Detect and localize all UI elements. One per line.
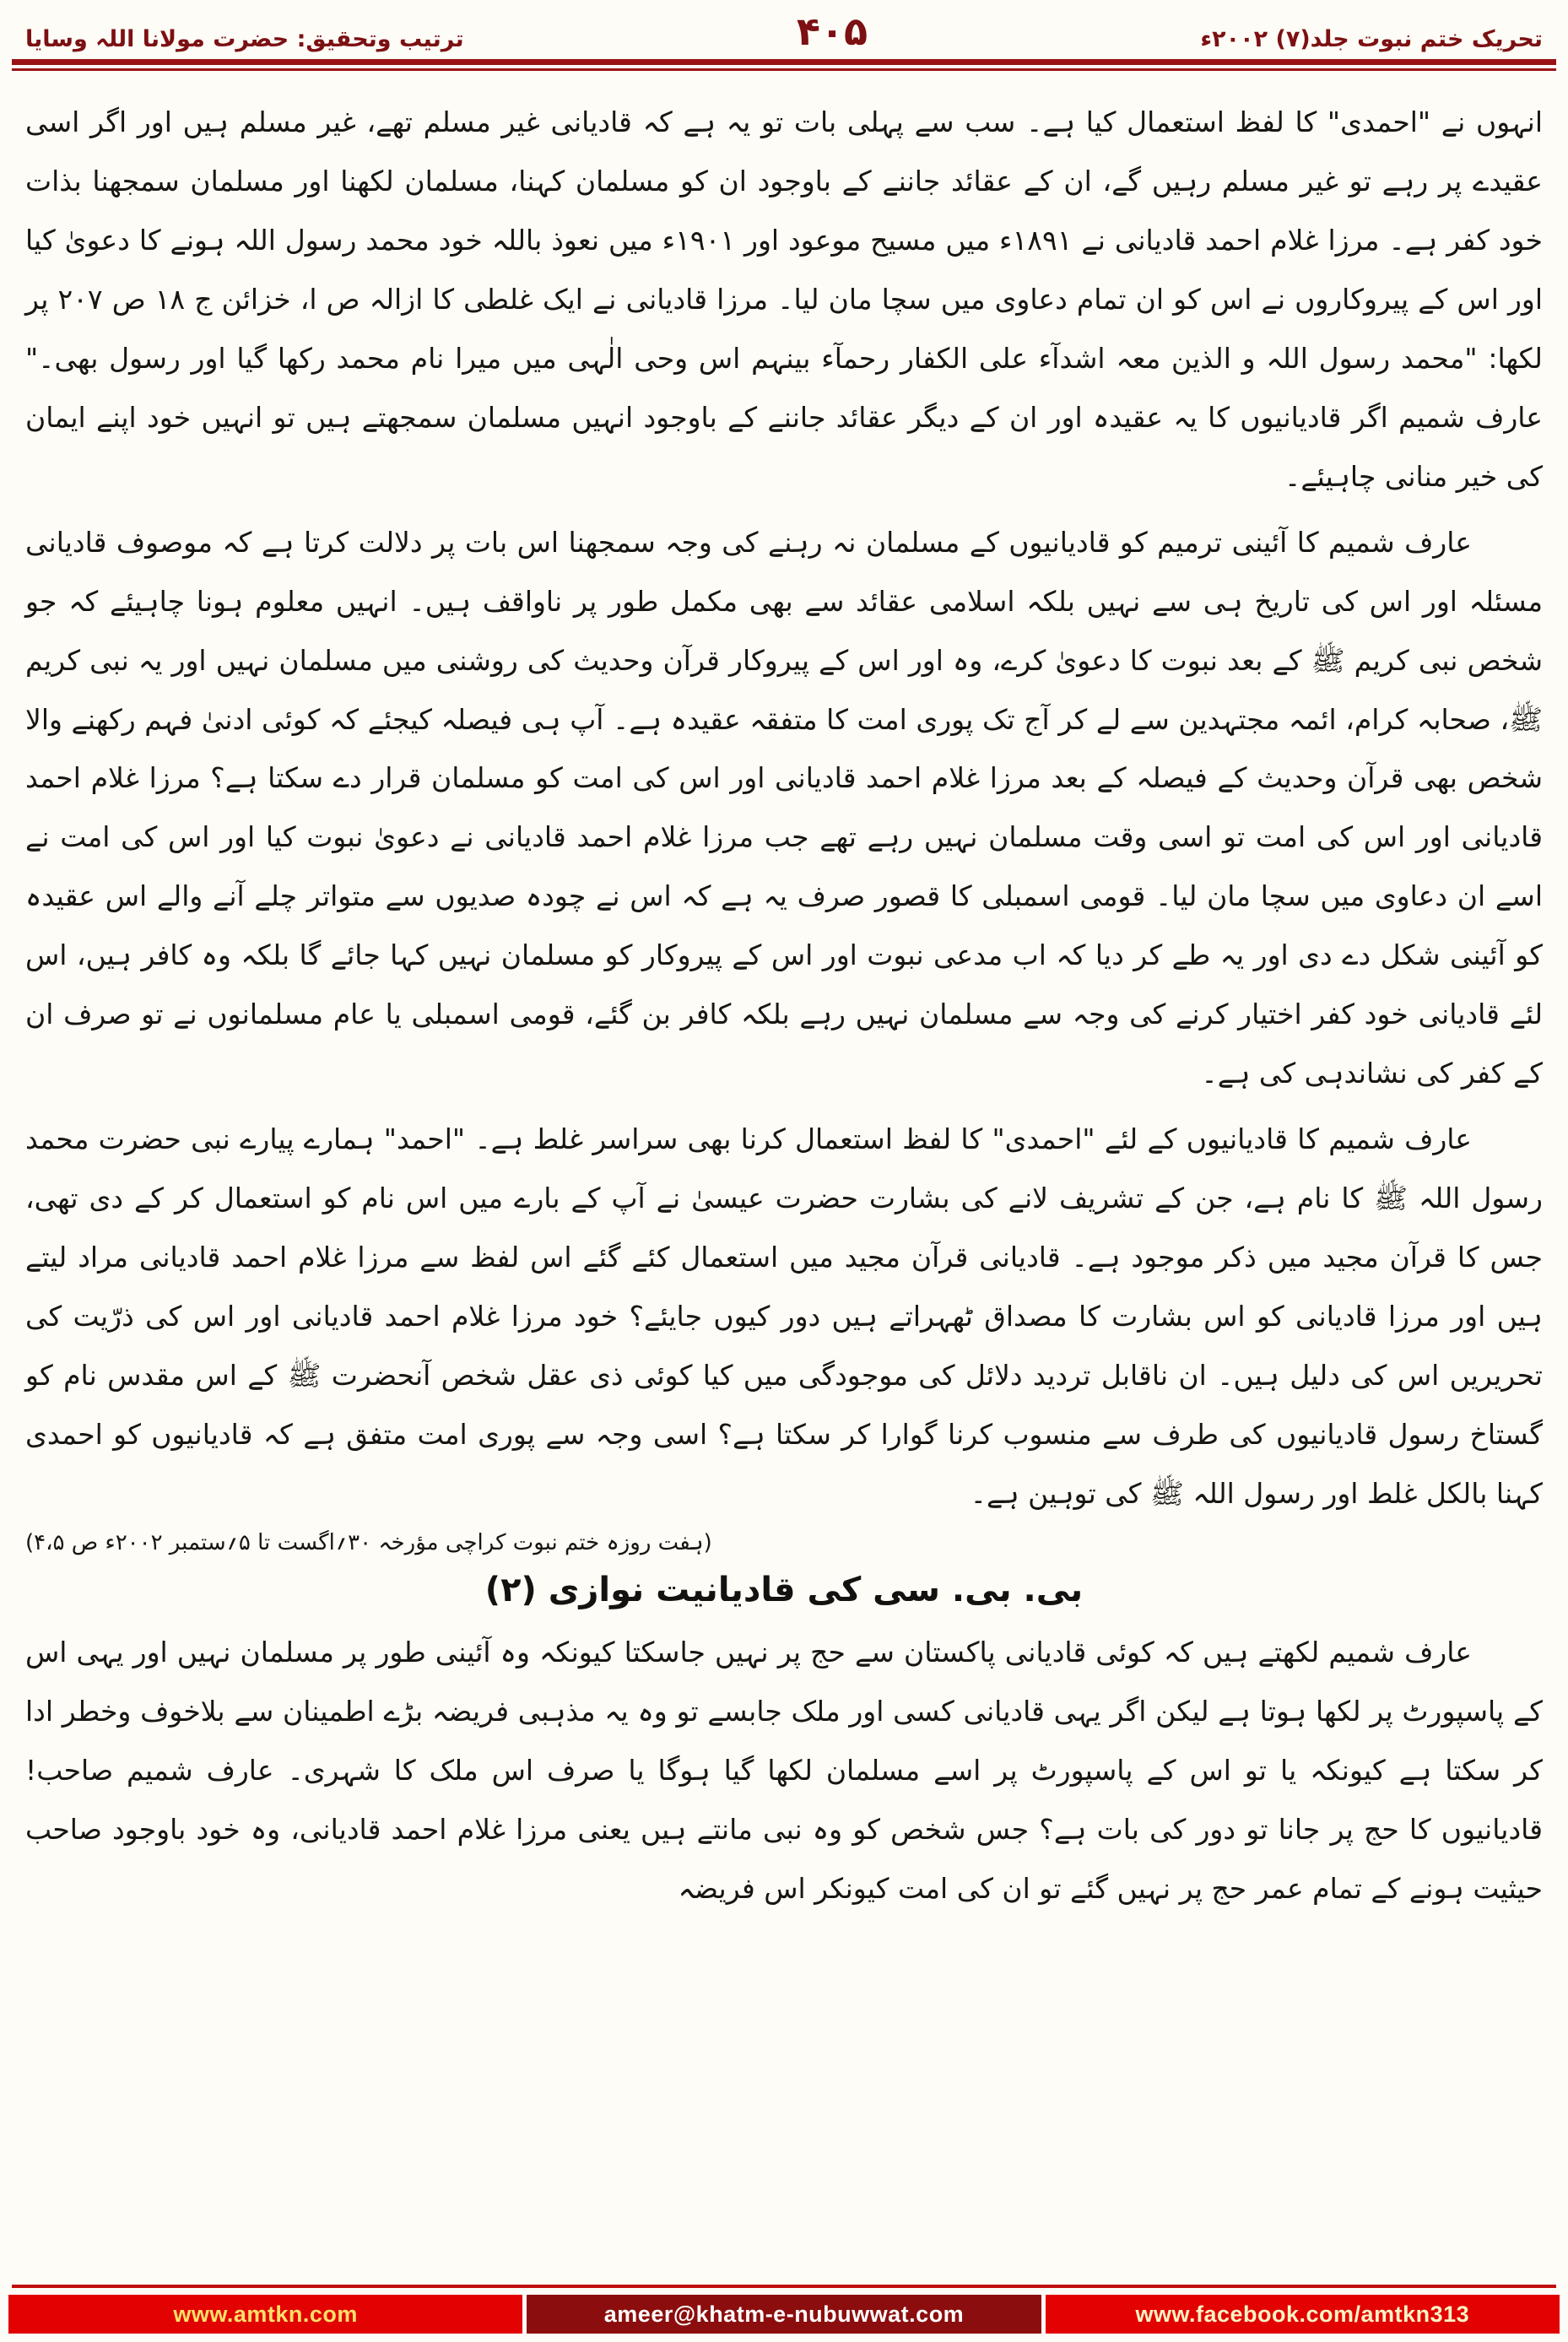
website-url: www.amtkn.com bbox=[8, 2295, 522, 2334]
body-paragraph: عارف شمیم کا قادیانیوں کے لئے "احمدی" کا لفظ استعمال کرنا بھی سراسر غلط ہے۔ "احمد" ہمارے پیارے نبی حضرت محمد رسول اللہ ﷺ کا نام ہے، جن کے تشریف لانے کی بشارت حضرت عیسیٰ نے آپ کے بارے میں اس نام کو استعمال کر کے دی تھی، جس کا قرآن مجید میں ذکر موجود ہے۔ قادیانی قرآن مجید میں استعمال کئے گئے اس لفظ سے مرزا غلام احمد قادیانی مراد لیتے ہیں اور مرزا قادیانی کو اس بشارت کا مصداق ٹھہراتے ہیں دور کیوں جایئے؟ خود مرزا غلام احمد قادیانی اور اس کی ذرّیت کی تحریریں اس کی دلیل ہیں۔ ان ناقابل تردید دلائل کی موجودگی میں کیا کوئی ذی عقل شخص آنحضرت ﷺ کے اس مقدس نام کو گستاخ رسول قادیانیوں کی طرف سے منسوب کرنا گوارا کر سکتا ہے؟ اسی وجہ سے پوری امت متفق ہے کہ قادیانیوں کو احمدی کہنا بالکل غلط اور رسول اللہ ﷺ کی توہین ہے۔ bbox=[25, 1122, 1543, 1510]
page-footer bbox=[0, 2285, 1568, 2342]
document-body bbox=[0, 71, 1568, 2285]
journal-title: تحریک ختم نبوت جلد(۷) ۲۰۰۲ء bbox=[1200, 26, 1543, 52]
page-header bbox=[0, 0, 1568, 56]
header-rule bbox=[12, 59, 1556, 71]
body-paragraph: انہوں نے "احمدی" کا لفظ استعمال کیا ہے۔ سب سے پہلی بات تو یہ ہے کہ قادیانی غیر مسلم تھے، غیر مسلم ہیں اور اگر اسی عقیدے پر رہے تو غیر مسلم رہیں گے، ان کے عقائد جاننے کے باوجود ان کو مسلمان کہنا، مسلمان لکھنا اور مسلمان سمجھنا بذات خود کفر ہے۔ مرزا غلام احمد قادیانی نے ۱۸۹۱ء میں مسیح موعود اور ۱۹۰۱ء میں نعوذ باللہ خود محمد رسول اللہ ہونے کا دعویٰ کیا اور اس کے پیروکاروں نے اس کو ان تمام دعاوی میں سچا مان لیا۔ مرزا قادیانی نے ایک غلطی کا ازالہ ص ا، خزائن ج ۱۸ ص ۲۰۷ پر لکھا: "محمد رسول اللہ و الذین معہ اشدآء علی الکفار رحمآء بینہم اس وحی الٰہی میں میرا نام محمد رکھا گیا اور رسول بھی۔" عارف شمیم اگر قادیانیوں کا یہ عقیدہ اور ان کے دیگر عقائد جاننے کے باوجود انہیں مسلمان سمجھتے ہیں تو انہیں خود اپنے ایمان کی خیر منانی چاہیئے۔ bbox=[25, 105, 1543, 493]
section-heading: بی. بی. سی کی قادیانیت نوازی (۲) bbox=[484, 1570, 1084, 1609]
body-paragraph: عارف شمیم لکھتے ہیں کہ کوئی قادیانی پاکستان سے حج پر نہیں جاسکتا کیونکہ وہ آئینی طور پر مسلمان نہیں اور یہی اس کے پاسپورٹ پر لکھا ہوتا ہے لیکن اگر یہی قادیانی کسی اور ملک جابسے تو وہ یہ مذہبی فریضہ بڑے اطمینان سے بلاخوف وخطر ادا کر سکتا ہے کیونکہ یا تو اس کے پاسپورٹ پر اسے مسلمان لکھا گیا ہوگا یا صرف اس ملک کا شہری۔ عارف شمیم صاحب! قادیانیوں کا حج پر جانا تو دور کی بات ہے؟ جس شخص کو وہ نبی مانتے ہیں یعنی مرزا غلام احمد قادیانی، وہ خود باوجود صاحب حیثیت ہونے کے تمام عمر حج پر نہیں گئے تو ان کی امت کیونکر اس فریضہ bbox=[25, 1635, 1543, 1905]
editor-credit: ترتیب وتحقیق: حضرت مولانا اللہ وسایا bbox=[25, 26, 464, 52]
facebook-url: www.facebook.com/amtkn313 bbox=[1046, 2295, 1560, 2334]
body-paragraph: عارف شمیم کا آئینی ترمیم کو قادیانیوں کے مسلمان نہ رہنے کی وجہ سمجھنا اس بات پر دلالت کرتا ہے کہ موصوف قادیانی مسئلہ اور اس کی تاریخ ہی سے نہیں بلکہ اسلامی عقائد سے بھی مکمل طور پر ناواقف ہیں۔ انہیں معلوم ہونا چاہیئے کہ جو شخص نبی کریم ﷺ کے بعد نبوت کا دعویٰ کرے، وہ اور اس کے پیروکار قرآن وحدیث کی روشنی میں مسلمان نہیں اور یہ نبی کریم ﷺ، صحابہ کرام، ائمہ مجتہدین سے لے کر آج تک پوری امت کا متفقہ عقیدہ ہے۔ آپ ہی فیصلہ کیجئے کہ کوئی ادنیٰ فہم رکھنے والا شخص بھی قرآن وحدیث کے فیصلہ کے بعد مرزا غلام احمد قادیانی اور اس کی امت کو مسلمان قرار دے سکتا ہے؟ مرزا غلام احمد قادیانی اور اس کی امت تو اسی وقت مسلمان نہیں رہے تھے جب مرزا غلام احمد قادیانی نے دعویٰ نبوت کیا اور اس کی امت نے اسے ان دعاوی میں سچا مان لیا۔ قومی اسمبلی کا قصور صرف یہ ہے کہ اس نے چودہ صدیوں سے متواتر چلے آنے والے اس عقیدہ کو آئینی شکل دے دی اور یہ طے کر دیا کہ اب مدعی نبوت اور اس کے پیروکار کو مسلمان نہیں کہا جائے گا بلکہ وہ کافر ہیں، اس لئے قادیانی خود کفر اختیار کرنے کی وجہ سے مسلمان نہیں رہے بلکہ کافر بن گئے، قومی اسمبلی یا عام مسلمانوں نے تو صرف ان کے کفر کی نشاندہی کی ہے۔ bbox=[25, 525, 1543, 1090]
footer-bars bbox=[8, 2295, 1560, 2334]
page-number: ۴۰۵ bbox=[796, 8, 868, 54]
email-address: ameer@khatm-e-nubuwwat.com bbox=[527, 2295, 1041, 2334]
footer-rule bbox=[12, 2285, 1556, 2288]
source-citation: (ہفت روزہ ختم نبوت کراچی مؤرخہ ۳۰؍اگست تا ۵؍ستمبر ۲۰۰۲ء ص ۴،۵) bbox=[25, 1529, 712, 1555]
